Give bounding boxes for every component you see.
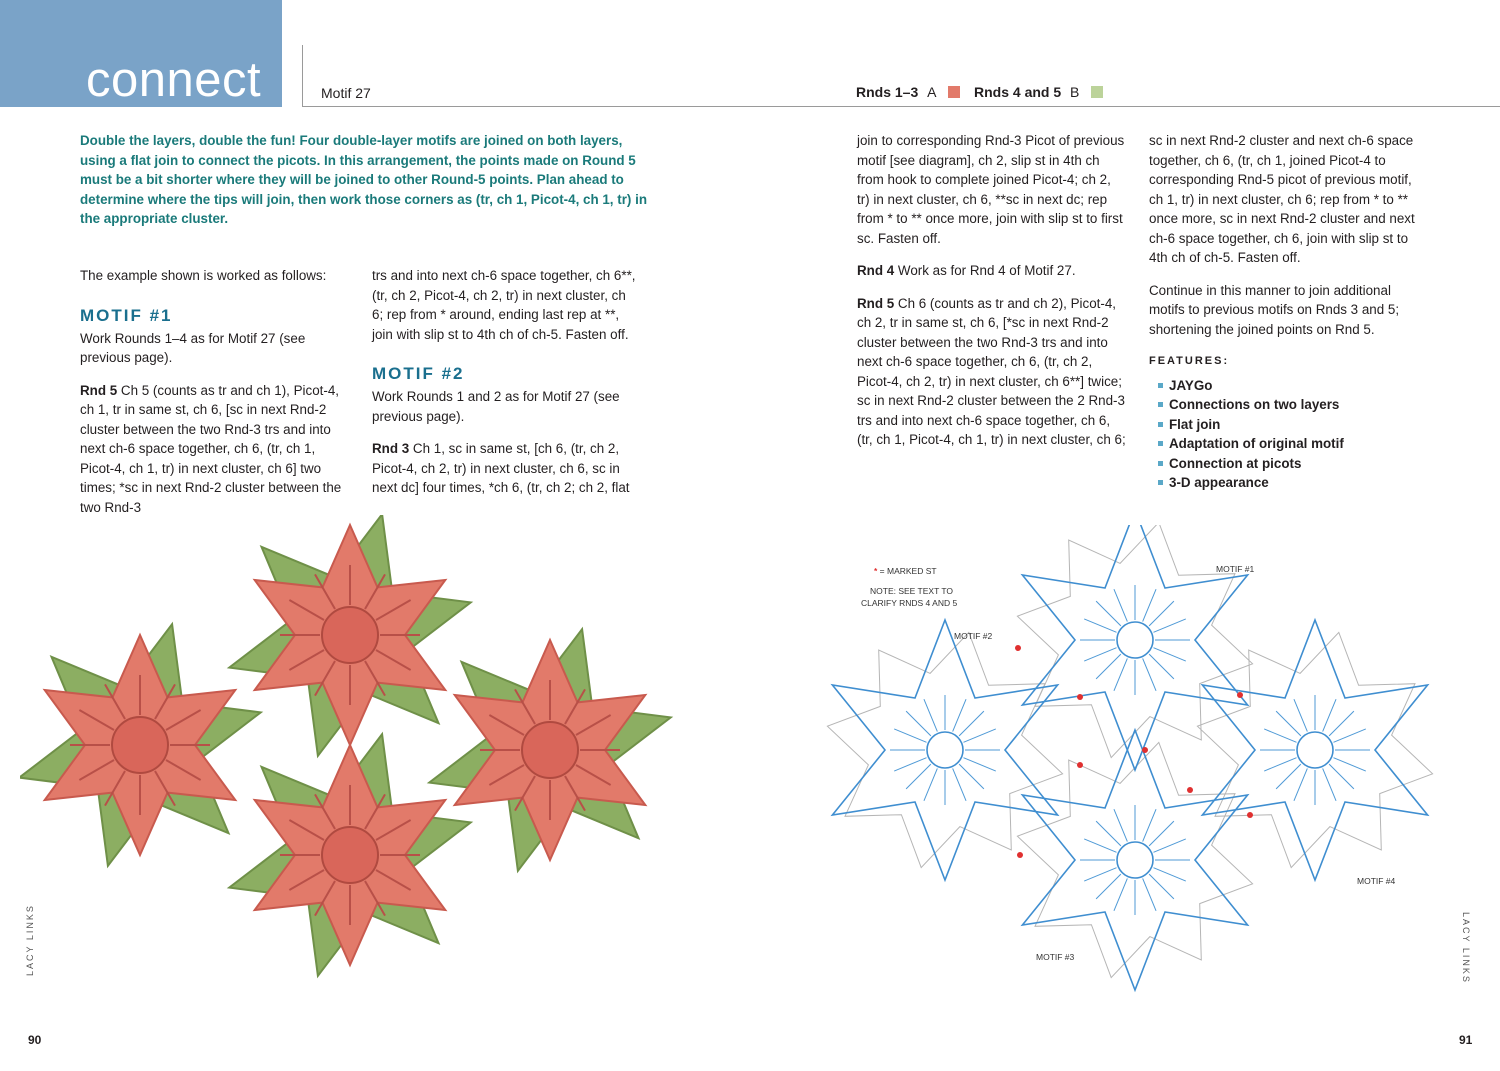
rnd-5-text [857, 294, 1127, 450]
diagram-stitch [1084, 619, 1116, 632]
diagram-stitch [894, 758, 926, 771]
diagram-stitch [1333, 729, 1365, 742]
rnd-label: Rnd 3 [372, 441, 410, 456]
motif-1-text: Work Rounds 1–4 as for Motif 27 (see previous page). [80, 330, 306, 365]
rnd-4-text [857, 261, 1127, 281]
legend-letter: B [1070, 84, 1080, 100]
text-column-2 [372, 266, 637, 511]
diagram-center-ring [1297, 732, 1333, 768]
diagram-stitch [906, 764, 931, 789]
header-divider-vertical [302, 45, 303, 107]
continued-text: join to corresponding Rnd-3 Picot of previous motif [see diagram], ch 2, slip st in 4th ch from hook to complete joined Picot-4; ch 2, tr) in next cluster, ch 6, **sc in next dc; rep from * to ** once more, join with slip st to first sc. Fasten off. [857, 133, 1125, 246]
diagram-stitch [924, 699, 937, 731]
diagram-stitch [1329, 711, 1354, 736]
diagram-stitch [1153, 619, 1185, 632]
page-number-right: 91 [1459, 1033, 1473, 1047]
rnd-label: Rnd 5 [857, 295, 895, 311]
continued-text: trs and into next ch-6 space together, ch 6**, (tr, ch 2, Picot-4, ch 2, tr) in next cluster, ch 6; rep from * around, ending last rep at **, join with slip st to 4th ch of ch-5. Fasten off. [372, 268, 636, 342]
diagram-center-ring [1117, 622, 1153, 658]
diagram-stitch [1323, 699, 1336, 731]
marked-st-label: = MARKED ST [877, 566, 937, 576]
motif-center [112, 717, 168, 773]
motif-2-heading: MOTIF #2 [372, 364, 465, 383]
motif-center [322, 827, 378, 883]
color-swatch-a [948, 86, 960, 98]
grey-layer-outline [1017, 525, 1255, 758]
diagram-stitch [1149, 601, 1174, 626]
diagram-stitch [1294, 768, 1307, 800]
diagram-stitch [1264, 758, 1296, 771]
diagram-stitch [959, 764, 984, 789]
diagram-stitch [1084, 839, 1116, 852]
intro-paragraph: Double the layers, double the fun! Four double-layer motifs are joined on both layers, using a flat join to connect the picots. In this arrangement, the points made on Round 5 must be a bit shorter where they will be joined to other Round-5 points. Plan ahead to determine where the tips will join, then work those corners as (tr, ch 1, Picot-4, ch 1, tr) in the appropriate cluster. [80, 133, 647, 226]
diagram-stitch [1114, 809, 1127, 841]
diagram-stitch [1149, 874, 1174, 899]
diagram-stitch [963, 729, 995, 742]
join-marker [1187, 787, 1193, 793]
join-marker [1015, 645, 1021, 651]
rnd-instructions: Ch 5 (counts as tr and ch 1), Picot-4, ch 1, tr in same st, ch 6, [sc in next Rnd-2 cluster between the two Rnd-3 trs and into next ch-6 space together, ch 6, (tr, ch 1, Picot-4, ch 1, tr) in next cluster, ch 6] two times; *sc in next Rnd-2 cluster between the two Rnd-3 [80, 382, 342, 515]
join-marker [1142, 747, 1148, 753]
text-column-4 [1149, 131, 1424, 493]
header-divider-horizontal [302, 106, 1500, 107]
rnd-label: Rnd 5 [80, 382, 118, 398]
features-heading: FEATURES: [1149, 355, 1230, 367]
text-column-1 [80, 266, 342, 530]
diagram-stitch [1143, 589, 1156, 621]
motif-name: Motif 27 [321, 85, 371, 101]
motif-1-label: MOTIF #1 [1216, 564, 1255, 574]
diagram-stitch [1149, 654, 1174, 679]
grey-layer-outline [1197, 632, 1432, 867]
join-marker [1247, 812, 1253, 818]
motif-center [322, 607, 378, 663]
feature-item: Adaptation of original motif [1169, 434, 1424, 454]
diagram-stitch [1323, 768, 1336, 800]
diagram-stitch [1084, 868, 1116, 881]
page-title: connect [86, 53, 262, 107]
diagram-stitch [1114, 589, 1127, 621]
blue-layer-outline [1022, 525, 1247, 770]
diagram-stitch [1153, 839, 1185, 852]
rnd-instructions: Work as for Rnd 4 of Motif 27. [894, 263, 1076, 278]
motif-2-text: Work Rounds 1 and 2 as for Motif 27 (see previous page). [372, 389, 620, 424]
diagram-stitch [1096, 601, 1121, 626]
blue-layer-outline [1202, 620, 1427, 880]
diagram-center-ring [927, 732, 963, 768]
motif-3-label: MOTIF #3 [1036, 952, 1075, 962]
join-marker [1017, 852, 1023, 858]
features-list [1149, 376, 1424, 493]
diagram-stitch [1096, 874, 1121, 899]
legend-letter: A [927, 84, 936, 100]
diagram-stitch [1329, 764, 1354, 789]
diagram-stitch [1114, 658, 1127, 690]
rnd-label: Rnd 4 [857, 263, 895, 278]
diagram-stitch [906, 711, 931, 736]
feature-item: Connection at picots [1169, 454, 1424, 474]
continue-text: Continue in this manner to join additional motifs to previous motifs on Rnds 3 and 5; shortening the joined points on Rnd 5. [1149, 282, 1400, 337]
join-marker [1237, 692, 1243, 698]
text-column-3 [857, 131, 1127, 463]
rnd-instructions: Ch 6 (counts as tr and ch 2), Picot-4, ch 2, tr in same st, ch 6, [*sc in next Rnd-2 cluster between the two Rnd-3 trs and into next ch-6 space together, ch 6, (tr, ch 2, Picot-4, ch 2, tr) in next cluster, ch 6**] twice; sc in next Rnd-2 cluster between the 2 Rnd-3 trs and into next ch-6 space together, ch 6, (tr, ch 1, Picot-4, ch 1, tr) in next cluster, ch 6; [857, 295, 1126, 447]
marked-st-legend [874, 565, 937, 577]
marked-st-symbol: * [874, 566, 878, 576]
rnd-instructions: Ch 1, sc in same st, [ch 6, (tr, ch 2, Picot-4, ch 2, tr) in next cluster, ch 6, sc in next dc] four times, *ch 6, (tr, ch 2; ch 2, flat [372, 441, 630, 495]
diagram-stitch [1096, 654, 1121, 679]
diagram-stitch [953, 699, 966, 731]
diagram-stitch [1084, 648, 1116, 661]
running-footer-left: LACY LINKS [25, 904, 35, 976]
diagram-stitch [959, 711, 984, 736]
diagram-center-ring [1117, 842, 1153, 878]
feature-item: 3-D appearance [1169, 473, 1424, 493]
diagram-note-line-2: CLARIFY RNDS 4 AND 5 [861, 598, 958, 608]
motif-2-label: MOTIF #2 [954, 631, 993, 641]
join-marker [1077, 694, 1083, 700]
diagram-stitch [1149, 821, 1174, 846]
diagram-stitch [1276, 764, 1301, 789]
diagram-note-line-1: NOTE: SEE TEXT TO [870, 586, 953, 596]
diagram-stitch [1114, 878, 1127, 910]
crochet-photo [20, 515, 700, 995]
feature-item: JAYGo [1169, 376, 1424, 396]
legend-label: Rnds 1–3 [856, 84, 919, 100]
feature-item: Flat join [1169, 415, 1424, 435]
example-text: The example shown is worked as follows: [80, 268, 327, 283]
crochet-motifs [20, 515, 671, 976]
rnd-5-text [80, 381, 342, 518]
continued-text: sc in next Rnd-2 cluster and next ch-6 space together, ch 6, (tr, ch 1, joined Picot-4 to corresponding Rnd-5 picot of previous motif, ch 1, tr) in next cluster, ch 6; rep from * to ** once more, sc in next Rnd-2 cluster and next ch-6 space together, ch 6, join with slip st to 4th ch of ch-5. Fasten off. [1149, 133, 1415, 265]
diagram-stitch [1276, 711, 1301, 736]
legend-rnds-1-3 [856, 84, 960, 100]
motif-center [522, 722, 578, 778]
feature-item: Connections on two layers [1169, 395, 1424, 415]
diagram-stitch [1153, 648, 1185, 661]
motif-1-heading: MOTIF #1 [80, 305, 173, 325]
diagram-stitch [953, 768, 966, 800]
diagram-stitch [1153, 868, 1185, 881]
diagram-stitch [894, 729, 926, 742]
rnd-3-text [372, 439, 637, 498]
diagram-stitch [1333, 758, 1365, 771]
diagram-stitch [1096, 821, 1121, 846]
diagram-stitch [1264, 729, 1296, 742]
join-marker [1077, 762, 1083, 768]
diagram-stitch [1294, 699, 1307, 731]
diagram-stitch [1143, 658, 1156, 690]
blue-layer-outline [832, 620, 1057, 880]
diagram-stitch [924, 768, 937, 800]
color-swatch-b [1091, 86, 1103, 98]
page-number-left: 90 [28, 1033, 42, 1047]
motif-4-label: MOTIF #4 [1357, 876, 1396, 886]
diagram-stitch [1143, 809, 1156, 841]
diagram-stitch [1143, 878, 1156, 910]
running-footer-right: LACY LINKS [1461, 912, 1471, 984]
diagram-stitch [963, 758, 995, 771]
legend-label: Rnds 4 and 5 [974, 84, 1062, 100]
legend-rnds-4-5 [974, 84, 1103, 100]
